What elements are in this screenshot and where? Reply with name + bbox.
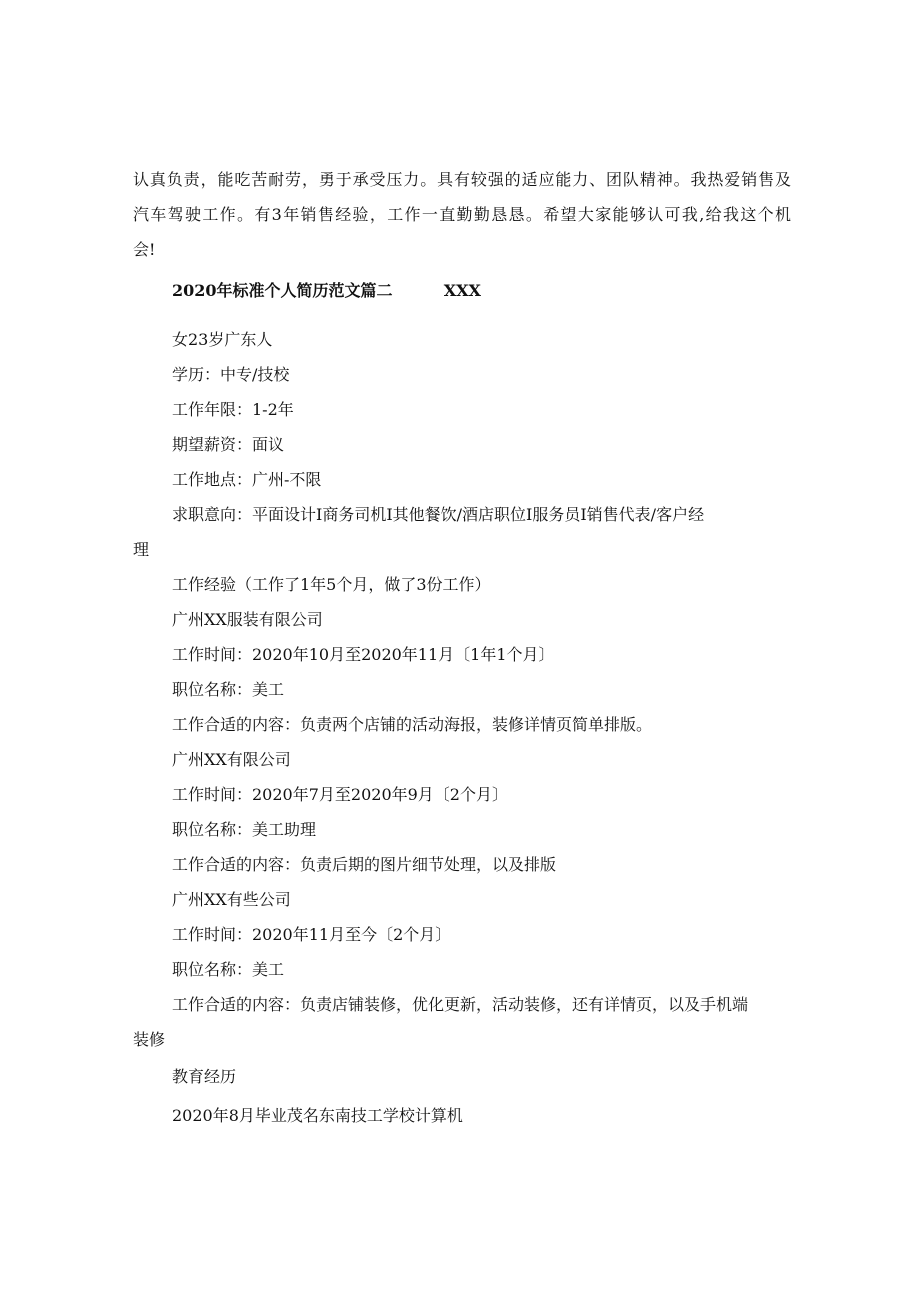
profile-salary: 期望薪资：面议 <box>172 435 285 454</box>
profile-intention: 求职意向：平面设计I商务司机I其他餐饮/酒店职位I服务员I销售代表/客户经 <box>172 505 705 524</box>
heading-title: 2020年标准个人简历范文篇二 <box>172 281 393 300</box>
job-2-content: 工作合适的内容：负责后期的图片细节处理，以及排版 <box>172 855 557 874</box>
job-3-company: 广州XX有些公司 <box>172 890 291 909</box>
intro-line-3: 会! <box>133 240 156 259</box>
job-1-content: 工作合适的内容：负责两个店铺的活动海报，装修详情页简单排版。 <box>172 715 653 734</box>
heading-name: XXX <box>443 281 481 300</box>
job-2-company: 广州XX有限公司 <box>172 750 291 769</box>
job-1-position: 职位名称：美工 <box>172 680 285 699</box>
job-3-content-cont: 装修 <box>133 1030 166 1049</box>
profile-years: 工作年限：1-2年 <box>172 400 294 419</box>
experience-summary: 工作经验（工作了1年5个月，做了3份工作） <box>172 575 491 594</box>
profile-intention-cont: 理 <box>133 540 150 559</box>
education-entry: 2020年8月毕业茂名东南技工学校计算机 <box>172 1106 463 1125</box>
profile-basic: 女23岁广东人 <box>172 330 273 349</box>
job-3-time: 工作时间：2020年11月至今〔2个月〕 <box>172 925 452 944</box>
education-title: 教育经历 <box>172 1067 237 1086</box>
job-1-company: 广州XX服装有限公司 <box>172 610 323 629</box>
job-2-position: 职位名称：美工助理 <box>172 820 317 839</box>
profile-education: 学历：中专/技校 <box>172 365 290 384</box>
section-heading <box>172 281 481 301</box>
intro-line-2: 汽车驾驶工作。有3年销售经验，工作一直勤勤恳恳。希望大家能够认可我,给我这个机 <box>133 205 791 224</box>
intro-line-1: 认真负责，能吃苦耐劳，勇于承受压力。具有较强的适应能力、团队精神。我热爱销售及 <box>133 170 791 189</box>
job-3-position: 职位名称：美工 <box>172 960 285 979</box>
job-2-time: 工作时间：2020年7月至2020年9月〔2个月〕 <box>172 785 508 804</box>
job-3-content: 工作合适的内容：负责店铺装修，优化更新，活动装修，还有详情页，以及手机端 <box>172 995 749 1014</box>
profile-location: 工作地点：广州-不限 <box>172 470 322 489</box>
job-1-time: 工作时间：2020年10月至2020年11月〔1年1个月〕 <box>172 645 555 664</box>
